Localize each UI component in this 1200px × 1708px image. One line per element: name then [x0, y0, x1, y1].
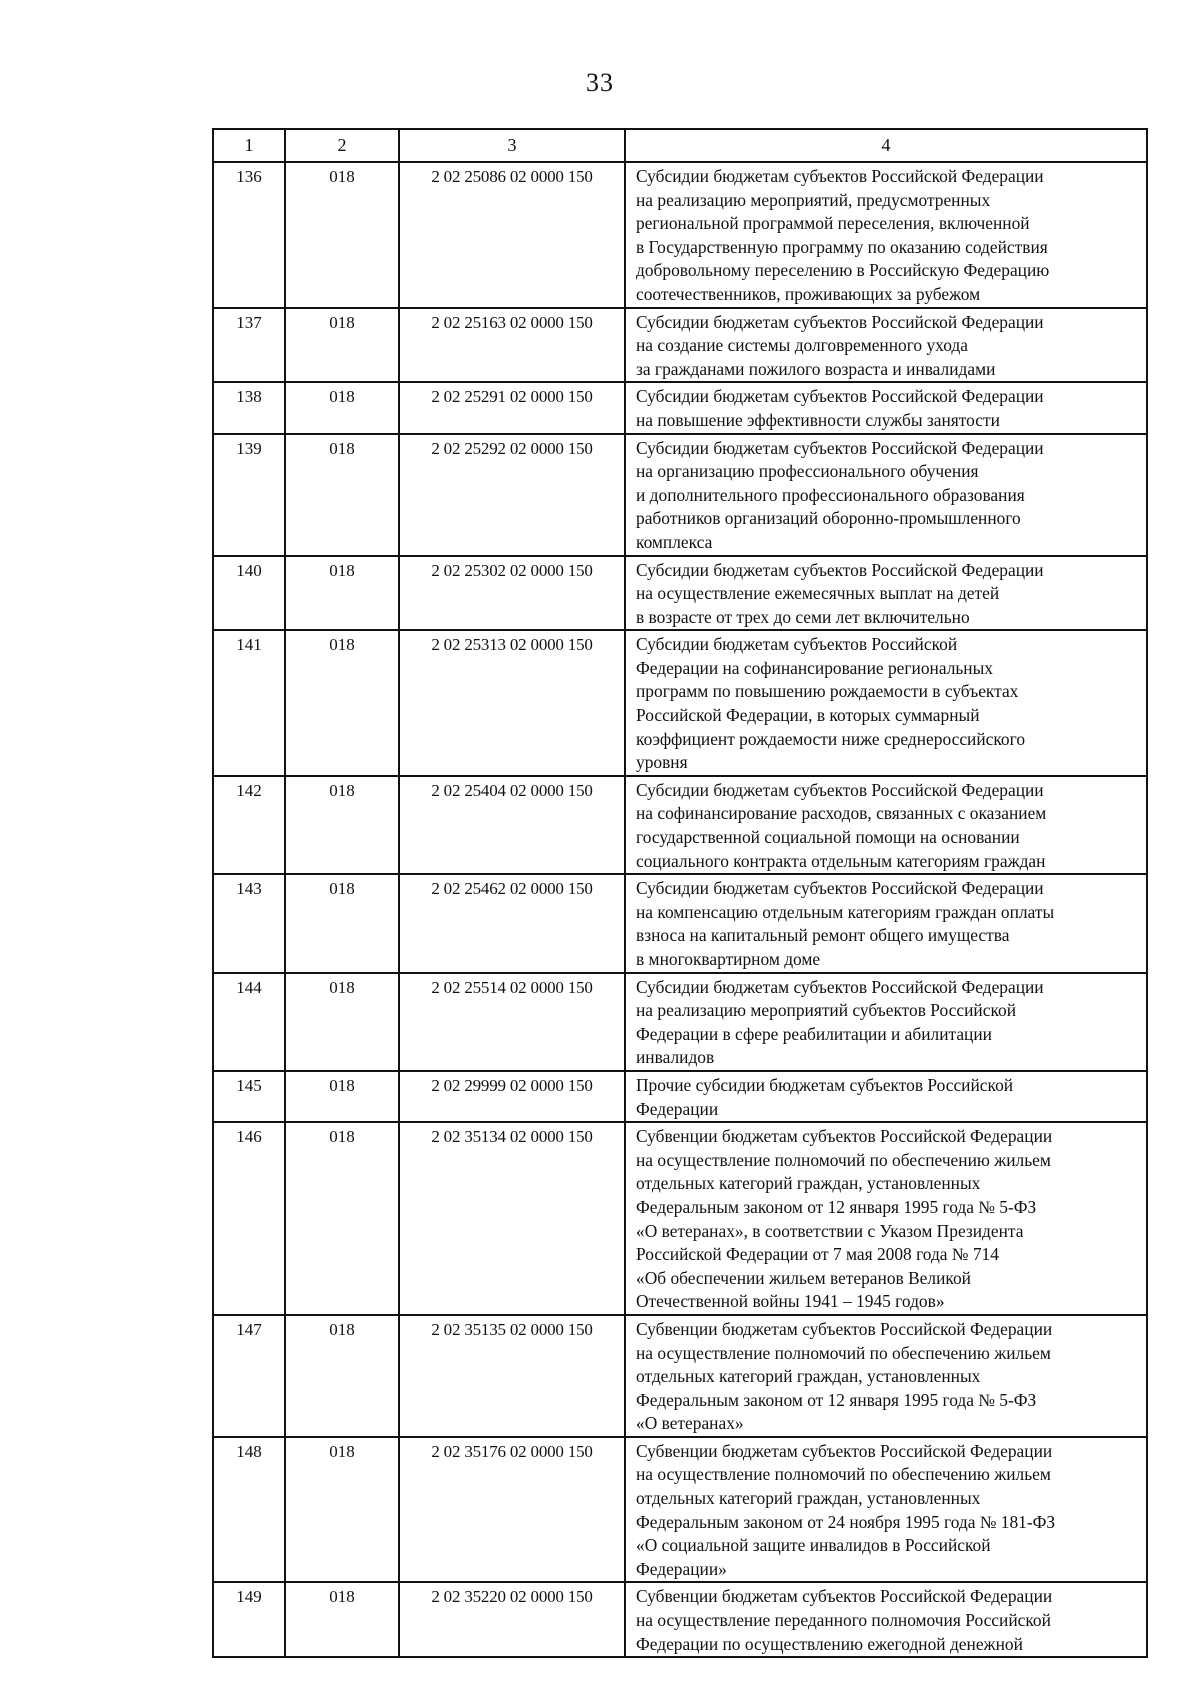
description-line: соотечественников, проживающих за рубежом — [636, 283, 981, 304]
row-number-cell: 142 — [213, 776, 285, 874]
table-row — [213, 776, 1147, 874]
budget-code-cell: 2 02 25292 02 0000 150 — [399, 434, 625, 556]
table-row — [213, 1582, 1147, 1657]
description-cell — [625, 556, 1147, 631]
table-row — [213, 874, 1147, 972]
description-line: Российской Федерации, в которых суммарный — [636, 705, 980, 726]
description-line: на организацию профессионального обучения — [636, 461, 979, 482]
row-number-cell: 136 — [213, 162, 285, 308]
budget-code-cell: 2 02 25086 02 0000 150 — [399, 162, 625, 308]
budget-code-cell: 2 02 35134 02 0000 150 — [399, 1122, 625, 1315]
table-body — [213, 162, 1147, 1657]
description-line: комплекса — [636, 531, 713, 552]
description-line: на осуществление переданного полномочия Российской — [636, 1610, 1051, 1631]
description-line: в многоквартирном доме — [636, 949, 821, 969]
column-header-2: 2 — [285, 129, 399, 162]
header-row — [213, 129, 1147, 162]
admin-code-cell: 018 — [285, 556, 399, 631]
admin-code-cell: 018 — [285, 162, 399, 308]
admin-code-cell: 018 — [285, 874, 399, 972]
description-line: Федеральным законом от 24 ноября 1995 года № 181-ФЗ — [636, 1511, 1056, 1532]
description-line: «О социальной защите инвалидов в Российской — [636, 1535, 991, 1556]
description-line: Отечественной войны 1941 – 1945 годов» — [636, 1291, 945, 1312]
budget-code-cell: 2 02 29999 02 0000 150 — [399, 1071, 625, 1122]
description-line: добровольному переселению в Российскую Федерацию — [636, 260, 1050, 281]
description-line: Субсидии бюджетам субъектов Российской Федерации — [636, 878, 1044, 899]
budget-code-cell: 2 02 25291 02 0000 150 — [399, 382, 625, 433]
description-line: инвалидов — [636, 1047, 715, 1068]
description-line: отдельных категорий граждан, установленных — [636, 1173, 981, 1194]
table-row — [213, 382, 1147, 433]
table-row — [213, 1315, 1147, 1437]
budget-code-cell: 2 02 35176 02 0000 150 — [399, 1437, 625, 1583]
description-line: Прочие субсидии бюджетам субъектов Российской — [636, 1074, 1014, 1095]
description-line: на реализацию мероприятий, предусмотренных — [636, 189, 991, 210]
description-line: программ по повышению рождаемости в субъектах — [636, 681, 1019, 702]
description-line: Федерации — [636, 1098, 719, 1119]
table-header — [213, 129, 1147, 162]
page-number: 33 — [586, 68, 614, 97]
row-number-cell: 138 — [213, 382, 285, 433]
description-line: в возрасте от трех до семи лет включительно — [636, 606, 970, 627]
description-line: «Об обеспечении жильем ветеранов Великой — [636, 1267, 971, 1288]
budget-code-cell: 2 02 25462 02 0000 150 — [399, 874, 625, 972]
description-cell — [625, 1315, 1147, 1437]
row-number-cell: 144 — [213, 973, 285, 1071]
description-line: «О ветеранах», в соответствии с Указом Президента — [636, 1220, 1024, 1241]
description-line: коэффициент рождаемости ниже среднероссийского — [636, 728, 1026, 749]
admin-code-cell: 018 — [285, 1071, 399, 1122]
admin-code-cell: 018 — [285, 1437, 399, 1583]
description-cell — [625, 1582, 1147, 1657]
description-line: Федерации по осуществлению ежегодной денежной — [636, 1633, 1023, 1654]
column-header-1: 1 — [213, 129, 285, 162]
description-line: работников организаций оборонно-промышленного — [636, 508, 1021, 529]
admin-code-cell: 018 — [285, 1582, 399, 1657]
description-line: Федерации» — [636, 1558, 727, 1579]
description-line: на софинансирование расходов, связанных с оказанием — [636, 803, 1047, 824]
budget-codes-table — [212, 128, 1148, 1658]
description-line: на осуществление полномочий по обеспечению жильем — [636, 1464, 1051, 1485]
budget-code-cell: 2 02 35220 02 0000 150 — [399, 1582, 625, 1657]
description-cell — [625, 434, 1147, 556]
description-line: Субсидии бюджетам субъектов Российской Федерации — [636, 559, 1044, 580]
description-line: в Государственную программу по оказанию содействия — [636, 236, 1048, 257]
description-cell — [625, 308, 1147, 383]
description-line: Федеральным законом от 12 января 1995 года № 5-ФЗ — [636, 1196, 1037, 1217]
description-cell — [625, 1122, 1147, 1315]
description-line: взноса на капитальный ремонт общего имущества — [636, 925, 1010, 946]
description-line: государственной социальной помощи на основании — [636, 827, 1020, 848]
description-line: Субвенции бюджетам субъектов Российской Федерации — [636, 1586, 1053, 1607]
description-line: на осуществление ежемесячных выплат на детей — [636, 583, 1000, 604]
table-row — [213, 1071, 1147, 1122]
admin-code-cell: 018 — [285, 973, 399, 1071]
admin-code-cell: 018 — [285, 382, 399, 433]
admin-code-cell: 018 — [285, 434, 399, 556]
description-line: Федерации в сфере реабилитации и абилитации — [636, 1023, 992, 1044]
budget-code-cell: 2 02 25302 02 0000 150 — [399, 556, 625, 631]
description-line: Субсидии бюджетам субъектов Российской Федерации — [636, 386, 1044, 407]
budget-code-cell: 2 02 25313 02 0000 150 — [399, 630, 625, 776]
description-line: Субсидии бюджетам субъектов Российской — [636, 634, 958, 655]
description-line: Федеральным законом от 12 января 1995 года № 5-ФЗ — [636, 1389, 1037, 1410]
row-number-cell: 147 — [213, 1315, 285, 1437]
description-line: отдельных категорий граждан, установленных — [636, 1488, 981, 1509]
table-row — [213, 162, 1147, 308]
table-row — [213, 1122, 1147, 1315]
table-row — [213, 973, 1147, 1071]
description-cell — [625, 874, 1147, 972]
description-line: Федерации на софинансирование региональных — [636, 657, 993, 678]
description-cell — [625, 1437, 1147, 1583]
column-header-4: 4 — [625, 129, 1147, 162]
description-cell — [625, 382, 1147, 433]
budget-code-cell: 2 02 35135 02 0000 150 — [399, 1315, 625, 1437]
budget-code-cell: 2 02 25514 02 0000 150 — [399, 973, 625, 1071]
admin-code-cell: 018 — [285, 630, 399, 776]
description-line: на компенсацию отдельным категориям граждан оплаты — [636, 901, 1055, 922]
budget-code-cell: 2 02 25404 02 0000 150 — [399, 776, 625, 874]
description-cell — [625, 973, 1147, 1071]
row-number-cell: 139 — [213, 434, 285, 556]
table-row — [213, 1437, 1147, 1583]
description-line: социального контракта отдельным категориям граждан — [636, 850, 1046, 871]
description-line: Субсидии бюджетам субъектов Российской Федерации — [636, 437, 1044, 458]
description-line: региональной программой переселения, включенной — [636, 213, 1030, 234]
description-cell — [625, 162, 1147, 308]
description-line: за гражданами пожилого возраста и инвалидами — [636, 358, 996, 379]
table-row — [213, 630, 1147, 776]
description-cell — [625, 776, 1147, 874]
description-cell — [625, 1071, 1147, 1122]
description-line: на создание системы долговременного ухода — [636, 335, 968, 356]
description-cell — [625, 630, 1147, 776]
description-line: Субвенции бюджетам субъектов Российской Федерации — [636, 1126, 1053, 1147]
row-number-cell: 148 — [213, 1437, 285, 1583]
description-line: на реализацию мероприятий субъектов Российской — [636, 1000, 1017, 1021]
admin-code-cell: 018 — [285, 1122, 399, 1315]
table-row — [213, 434, 1147, 556]
column-header-3: 3 — [399, 129, 625, 162]
description-line: уровня — [636, 752, 688, 773]
admin-code-cell: 018 — [285, 1315, 399, 1437]
row-number-cell: 137 — [213, 308, 285, 383]
description-line: «О ветеранах» — [636, 1413, 744, 1434]
budget-code-cell: 2 02 25163 02 0000 150 — [399, 308, 625, 383]
description-line: Субсидии бюджетам субъектов Российской Федерации — [636, 976, 1044, 997]
row-number-cell: 143 — [213, 874, 285, 972]
row-number-cell: 141 — [213, 630, 285, 776]
admin-code-cell: 018 — [285, 308, 399, 383]
admin-code-cell: 018 — [285, 776, 399, 874]
description-line: на повышение эффективности службы занятости — [636, 409, 1000, 430]
description-line: Российской Федерации от 7 мая 2008 года № 714 — [636, 1244, 999, 1265]
description-line: Субсидии бюджетам субъектов Российской Федерации — [636, 779, 1044, 800]
table-row — [213, 556, 1147, 631]
row-number-cell: 149 — [213, 1582, 285, 1657]
table-row — [213, 308, 1147, 383]
description-line: Субсидии бюджетам субъектов Российской Федерации — [636, 166, 1044, 186]
description-line: Субвенции бюджетам субъектов Российской Федерации — [636, 1318, 1053, 1339]
row-number-cell: 145 — [213, 1071, 285, 1122]
row-number-cell: 146 — [213, 1122, 285, 1315]
description-line: и дополнительного профессионального образования — [636, 484, 1025, 505]
description-line: Субсидии бюджетам субъектов Российской Федерации — [636, 311, 1044, 332]
description-line: Субвенции бюджетам субъектов Российской Федерации — [636, 1440, 1053, 1461]
description-line: на осуществление полномочий по обеспечению жильем — [636, 1342, 1051, 1363]
description-line: отдельных категорий граждан, установленных — [636, 1366, 981, 1387]
description-line: на осуществление полномочий по обеспечению жильем — [636, 1149, 1051, 1170]
row-number-cell: 140 — [213, 556, 285, 631]
